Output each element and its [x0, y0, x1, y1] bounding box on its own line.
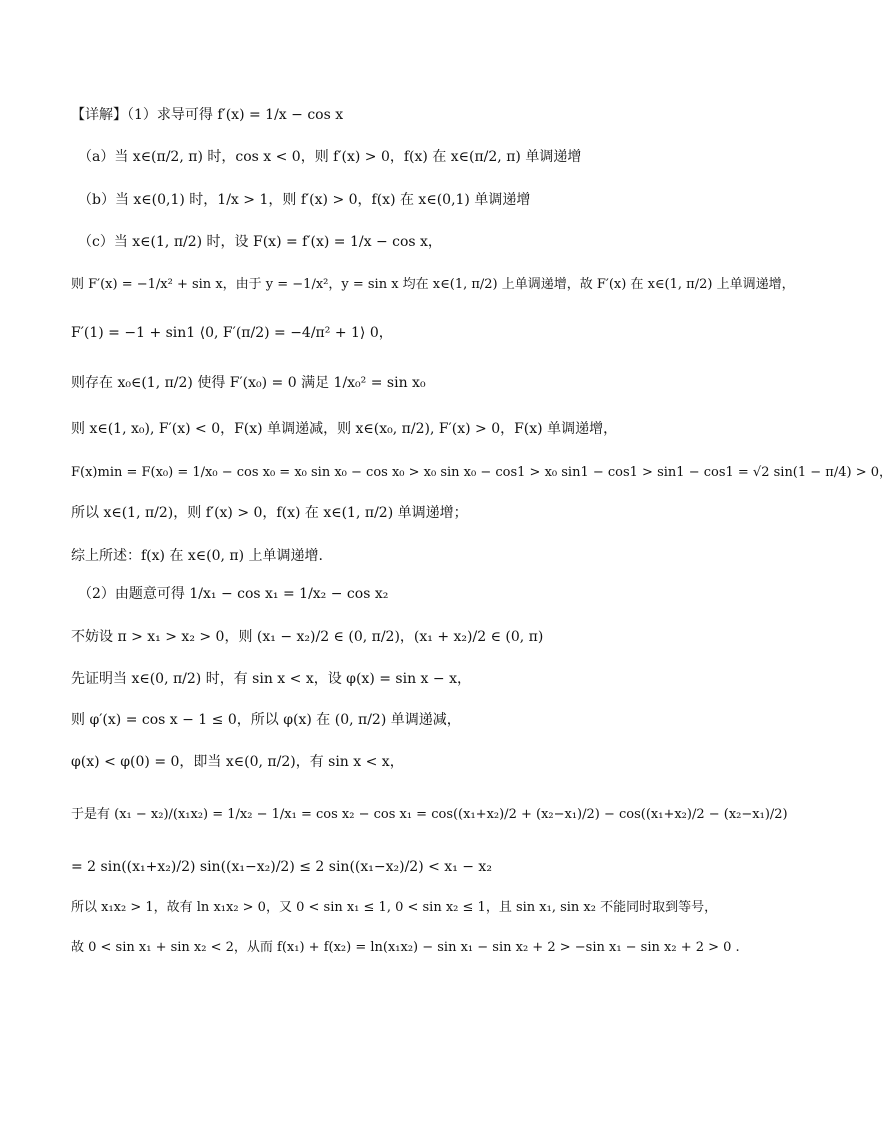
case-a-line: （a）当 x∈(π/2, π) 时，cos x < 0，则 f′(x) > 0，f(x) 在 x∈(π/2, π) 单调递增: [78, 149, 582, 165]
F-derivative-line: 则 F′(x) = −1/x² + sin x，由于 y = −1/x²，y = sin x 均在 x∈(1, π/2) 上单调递增，故 F′(x) 在 x∈(1, π/2) 上单调递增，: [71, 277, 795, 292]
F-min-line: F(x)min = F(x₀) = 1/x₀ − cos x₀ = x₀ sin x₀ − cos x₀ > x₀ sin x₀ − cos1 > x₀ sin1 − cos1 > sin1 − cos1 = √2 sin(1 − π/4) > 0，: [71, 465, 892, 480]
detail-heading: 【详解】（1）求导可得 f′(x) = 1/x − cos x: [71, 107, 344, 123]
assume-line: 不妨设 π > x₁ > x₂ > 0，则 (x₁ − x₂)/2 ∈ (0, π/2)，(x₁ + x₂)/2 ∈ (0, π): [71, 629, 544, 645]
case-b-line: （b）当 x∈(0,1) 时，1/x > 1，则 f′(x) > 0，f(x) 在 x∈(0,1) 单调递增: [78, 192, 531, 208]
final-line: 故 0 < sin x₁ + sin x₂ < 2，从而 f(x₁) + f(x₂) = ln(x₁x₂) − sin x₁ − sin x₂ + 2 > −sin x₁ − sin x₂ + 2 > 0 .: [71, 940, 740, 955]
therefore-c-line: 所以 x∈(1, π/2)，则 f′(x) > 0，f(x) 在 x∈(1, π/2) 单调递增；: [71, 505, 468, 521]
summary-line: 综上所述：f(x) 在 x∈(0, π) 上单调递增.: [71, 548, 323, 564]
inequality-line: = 2 sin((x₁+x₂)/2) sin((x₁−x₂)/2) ≤ 2 sin((x₁−x₂)/2) < x₁ − x₂: [71, 859, 492, 875]
then-have-line: 于是有 (x₁ − x₂)/(x₁x₂) = 1/x₂ − 1/x₁ = cos x₂ − cos x₁ = cos((x₁+x₂)/2 + (x₂−x₁)/2) − cos((x₁+x₂)/2 − (x₂−x₁)/2): [71, 807, 788, 822]
part2-start-line: （2）由题意可得 1/x₁ − cos x₁ = 1/x₂ − cos x₂: [78, 586, 389, 602]
lemma-line: 先证明当 x∈(0, π/2) 时，有 sin x < x，设 φ(x) = sin x − x，: [71, 671, 471, 687]
phi-conclusion-line: φ(x) < φ(0) = 0，即当 x∈(0, π/2)，有 sin x < x，: [71, 754, 404, 770]
exists-x0-line: 则存在 x₀∈(1, π/2) 使得 F′(x₀) = 0 满足 1/x₀² = sin x₀: [71, 375, 426, 391]
product-gt-1-line: 所以 x₁x₂ > 1，故有 ln x₁x₂ > 0，又 0 < sin x₁ ≤ 1, 0 < sin x₂ ≤ 1，且 sin x₁, sin x₂ 不能同时取到等号，: [71, 900, 718, 915]
F-values-line: F′(1) = −1 + sin1 ⟨0, F′(π/2) = −4/π² + 1⟩ 0，: [71, 325, 393, 341]
case-c-line: （c）当 x∈(1, π/2) 时，设 F(x) = f′(x) = 1/x − cos x，: [78, 234, 442, 250]
monotonic-F-line: 则 x∈(1, x₀), F′(x) < 0，F(x) 单调递减，则 x∈(x₀, π/2), F′(x) > 0，F(x) 单调递增，: [71, 421, 618, 437]
phi-derivative-line: 则 φ′(x) = cos x − 1 ≤ 0，所以 φ(x) 在 (0, π/2) 单调递减，: [71, 712, 461, 728]
